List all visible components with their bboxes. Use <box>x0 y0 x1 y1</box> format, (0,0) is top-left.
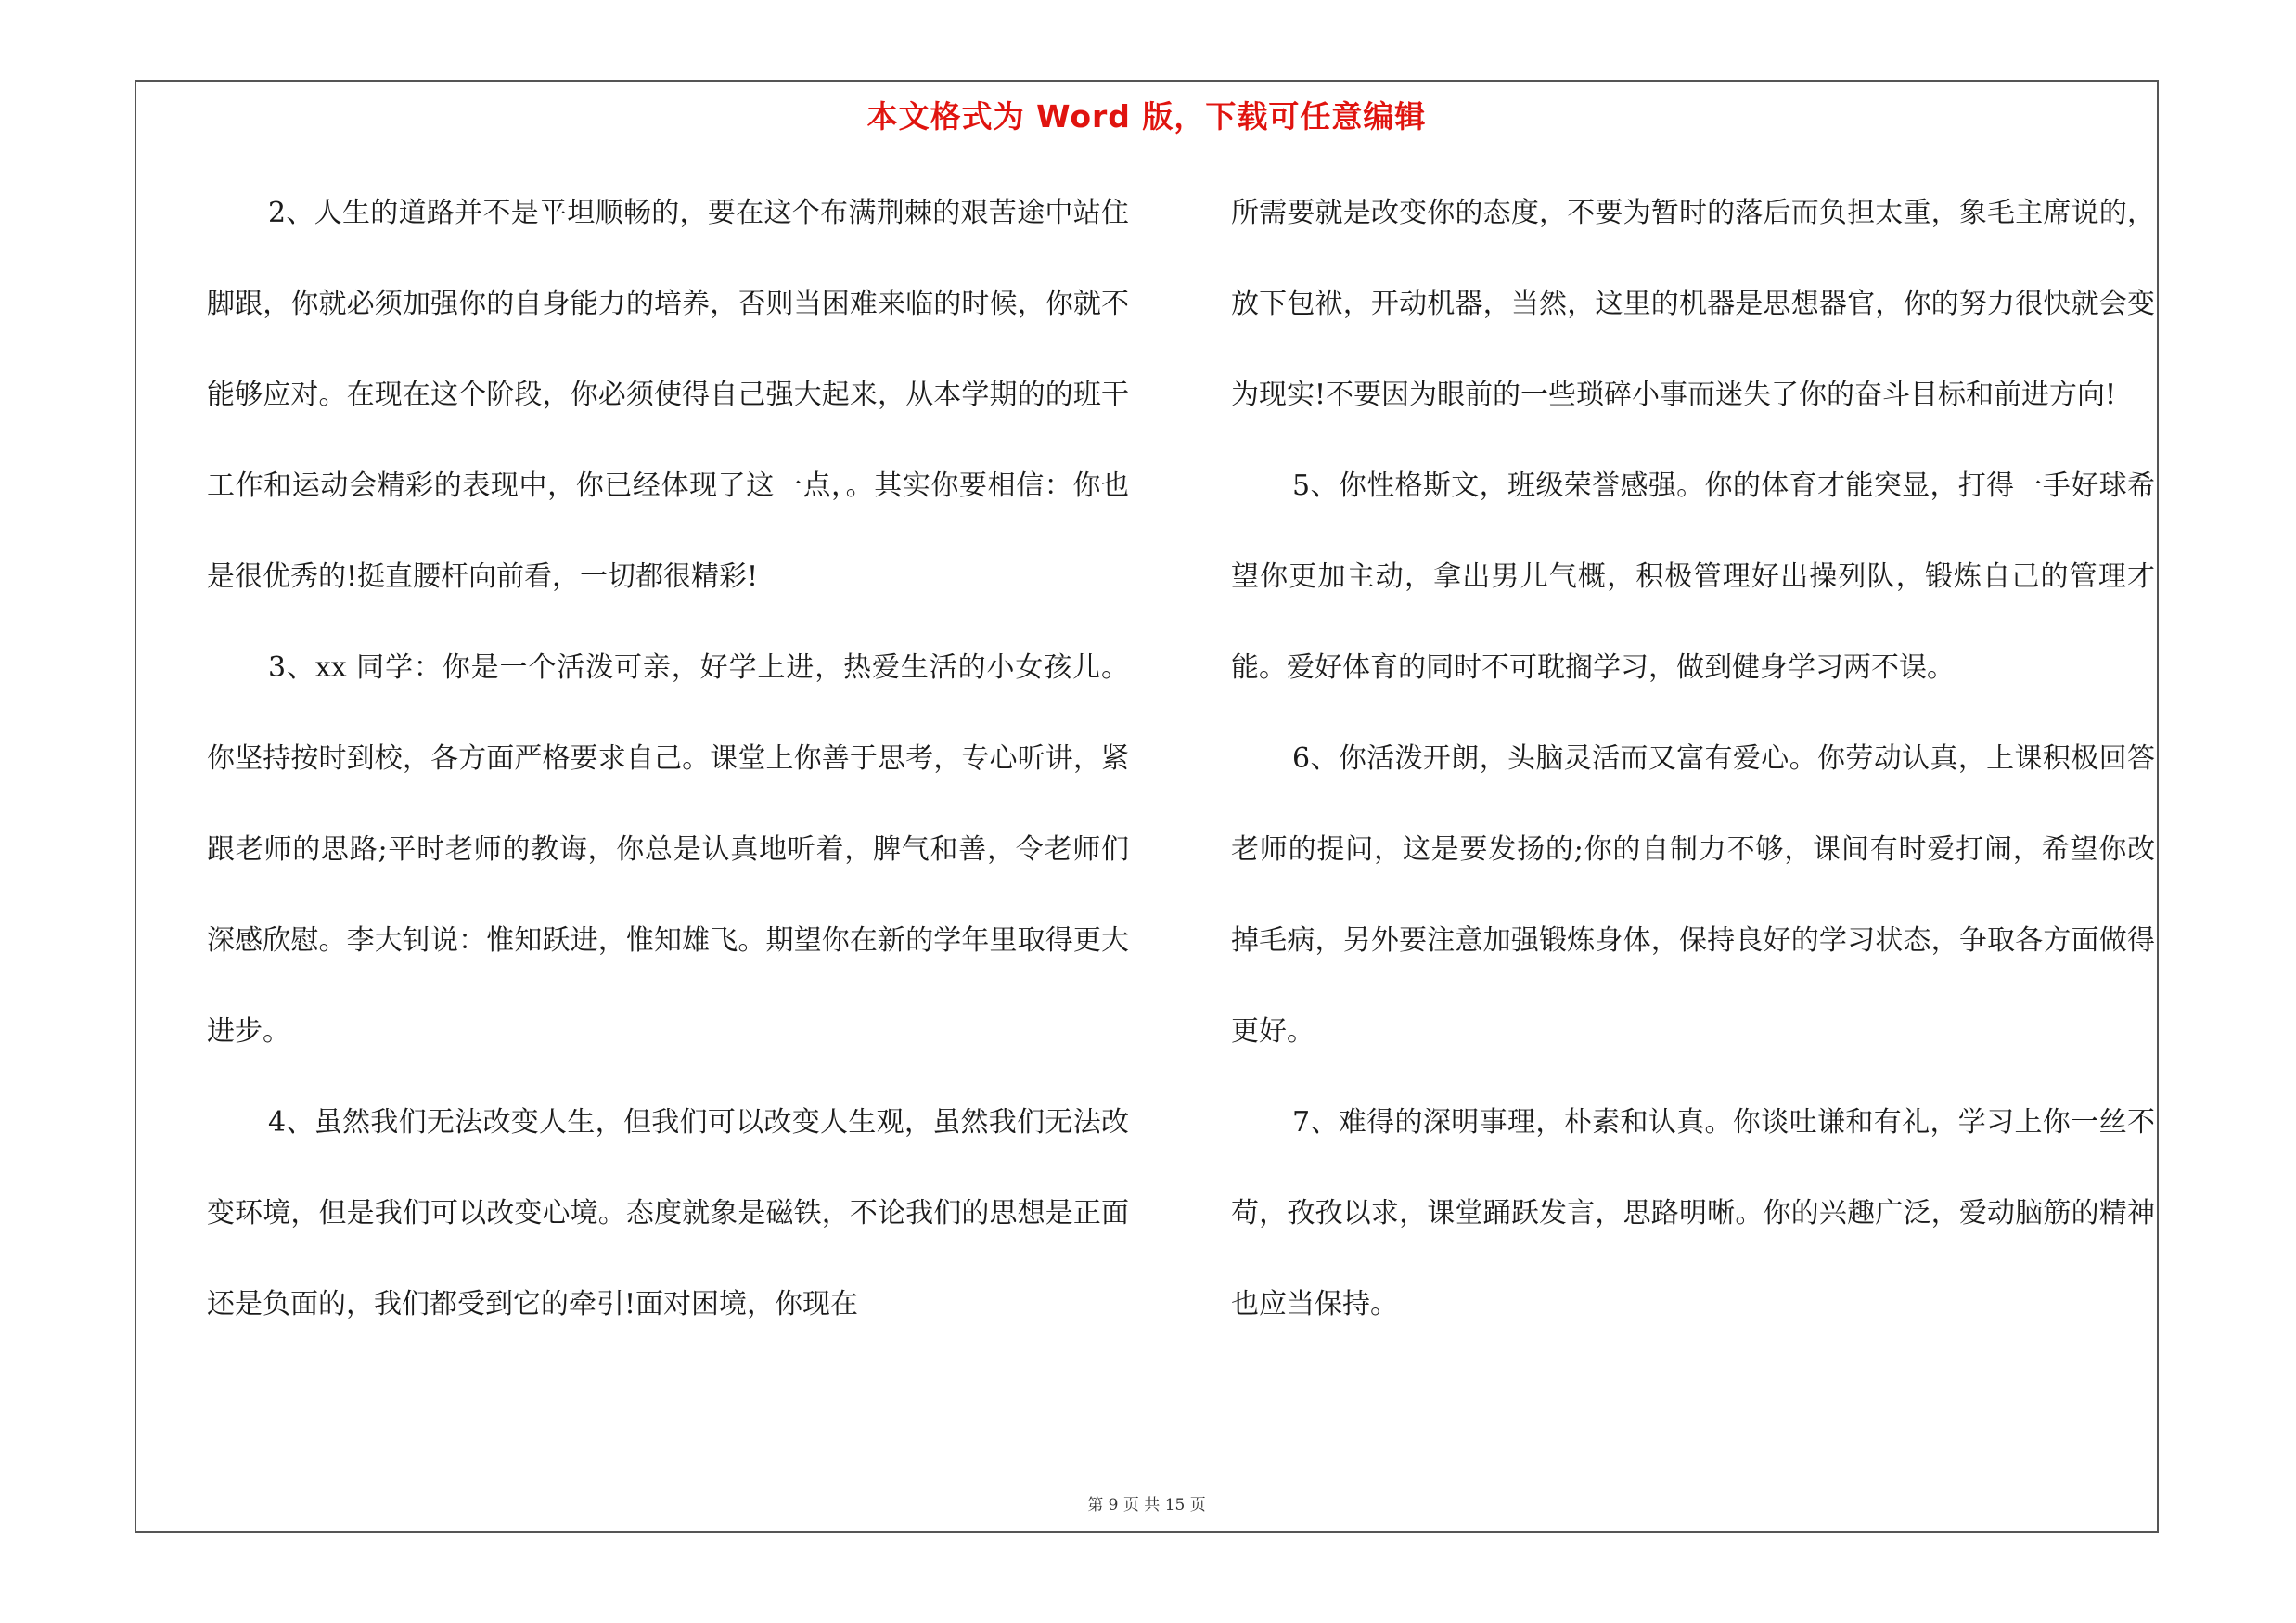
paragraph-4-continued: 所需要就是改变你的态度，不要为暂时的落后而负担太重，象毛主席说的，放下包袱，开动机器，当然，这里的机器是思想器官，你的努力很快就会变为现实!不要因为眼前的一些琐碎小事而迷失了你的奋斗目标和前进方向! <box>1231 197 2155 411</box>
paragraph-5: 5、你性格斯文，班级荣誉感强。你的体育才能突显，打得一手好球希望你更加主动，拿出男儿气概，积极管理好出操列队，锻炼自己的管理才能。爱好体育的同时不可耽搁学习，做到健身学习两不误。 <box>1231 470 2155 684</box>
page-frame <box>135 80 2159 1533</box>
format-banner: 本文格式为 Word 版，下载可任意编辑 <box>866 98 1427 135</box>
paragraph-4: 4、虽然我们无法改变人生，但我们可以改变人生观，虽然我们无法改变环境，但是我们可以改变心境。态度就象是磁铁，不论我们的思想是正面还是负面的，我们都受到它的牵引!面对困境，你现在 <box>207 1106 1129 1320</box>
right-column <box>1231 82 2155 1350</box>
paragraph-6: 6、你活泼开朗，头脑灵活而又富有爱心。你劳动认真，上课积极回答老师的提问，这是要发扬的;你的自制力不够，课间有时爱打闹，希望你改掉毛病，另外要注意加强锻炼身体，保持良好的学习状态，争取各方面做得更好。 <box>1231 742 2155 1048</box>
paragraph-2: 2、人生的道路并不是平坦顺畅的，要在这个布满荆棘的艰苦途中站住脚跟，你就必须加强你的自身能力的培养，否则当困难来临的时候，你就不能够应对。在现在这个阶段，你必须使得自己强大起来，从本学期的的班干工作和运动会精彩的表现中，你已经体现了这一点，。其实你要相信：你也是很优秀的!挺直腰杆向前看，一切都很精彩! <box>207 197 1129 593</box>
paragraph-3: 3、xx 同学：你是一个活泼可亲，好学上进，热爱生活的小女孩儿。你坚持按时到校，各方面严格要求自己。课堂上你善于思考，专心听讲，紧跟老师的思路;平时老师的教诲，你总是认真地听着，脾气和善，令老师们深感欣慰。李大钊说：惟知跃进，惟知雄飞。期望你在新的学年里取得更大进步。 <box>207 651 1129 1048</box>
page-number: 第 9 页 共 15 页 <box>1087 1496 1206 1514</box>
left-column <box>207 82 1129 1350</box>
paragraph-7: 7、难得的深明事理，朴素和认真。你谈吐谦和有礼，学习上你一丝不苟，孜孜以求，课堂踊跃发言，思路明晰。你的兴趣广泛，爱动脑筋的精神也应当保持。 <box>1231 1106 2155 1320</box>
